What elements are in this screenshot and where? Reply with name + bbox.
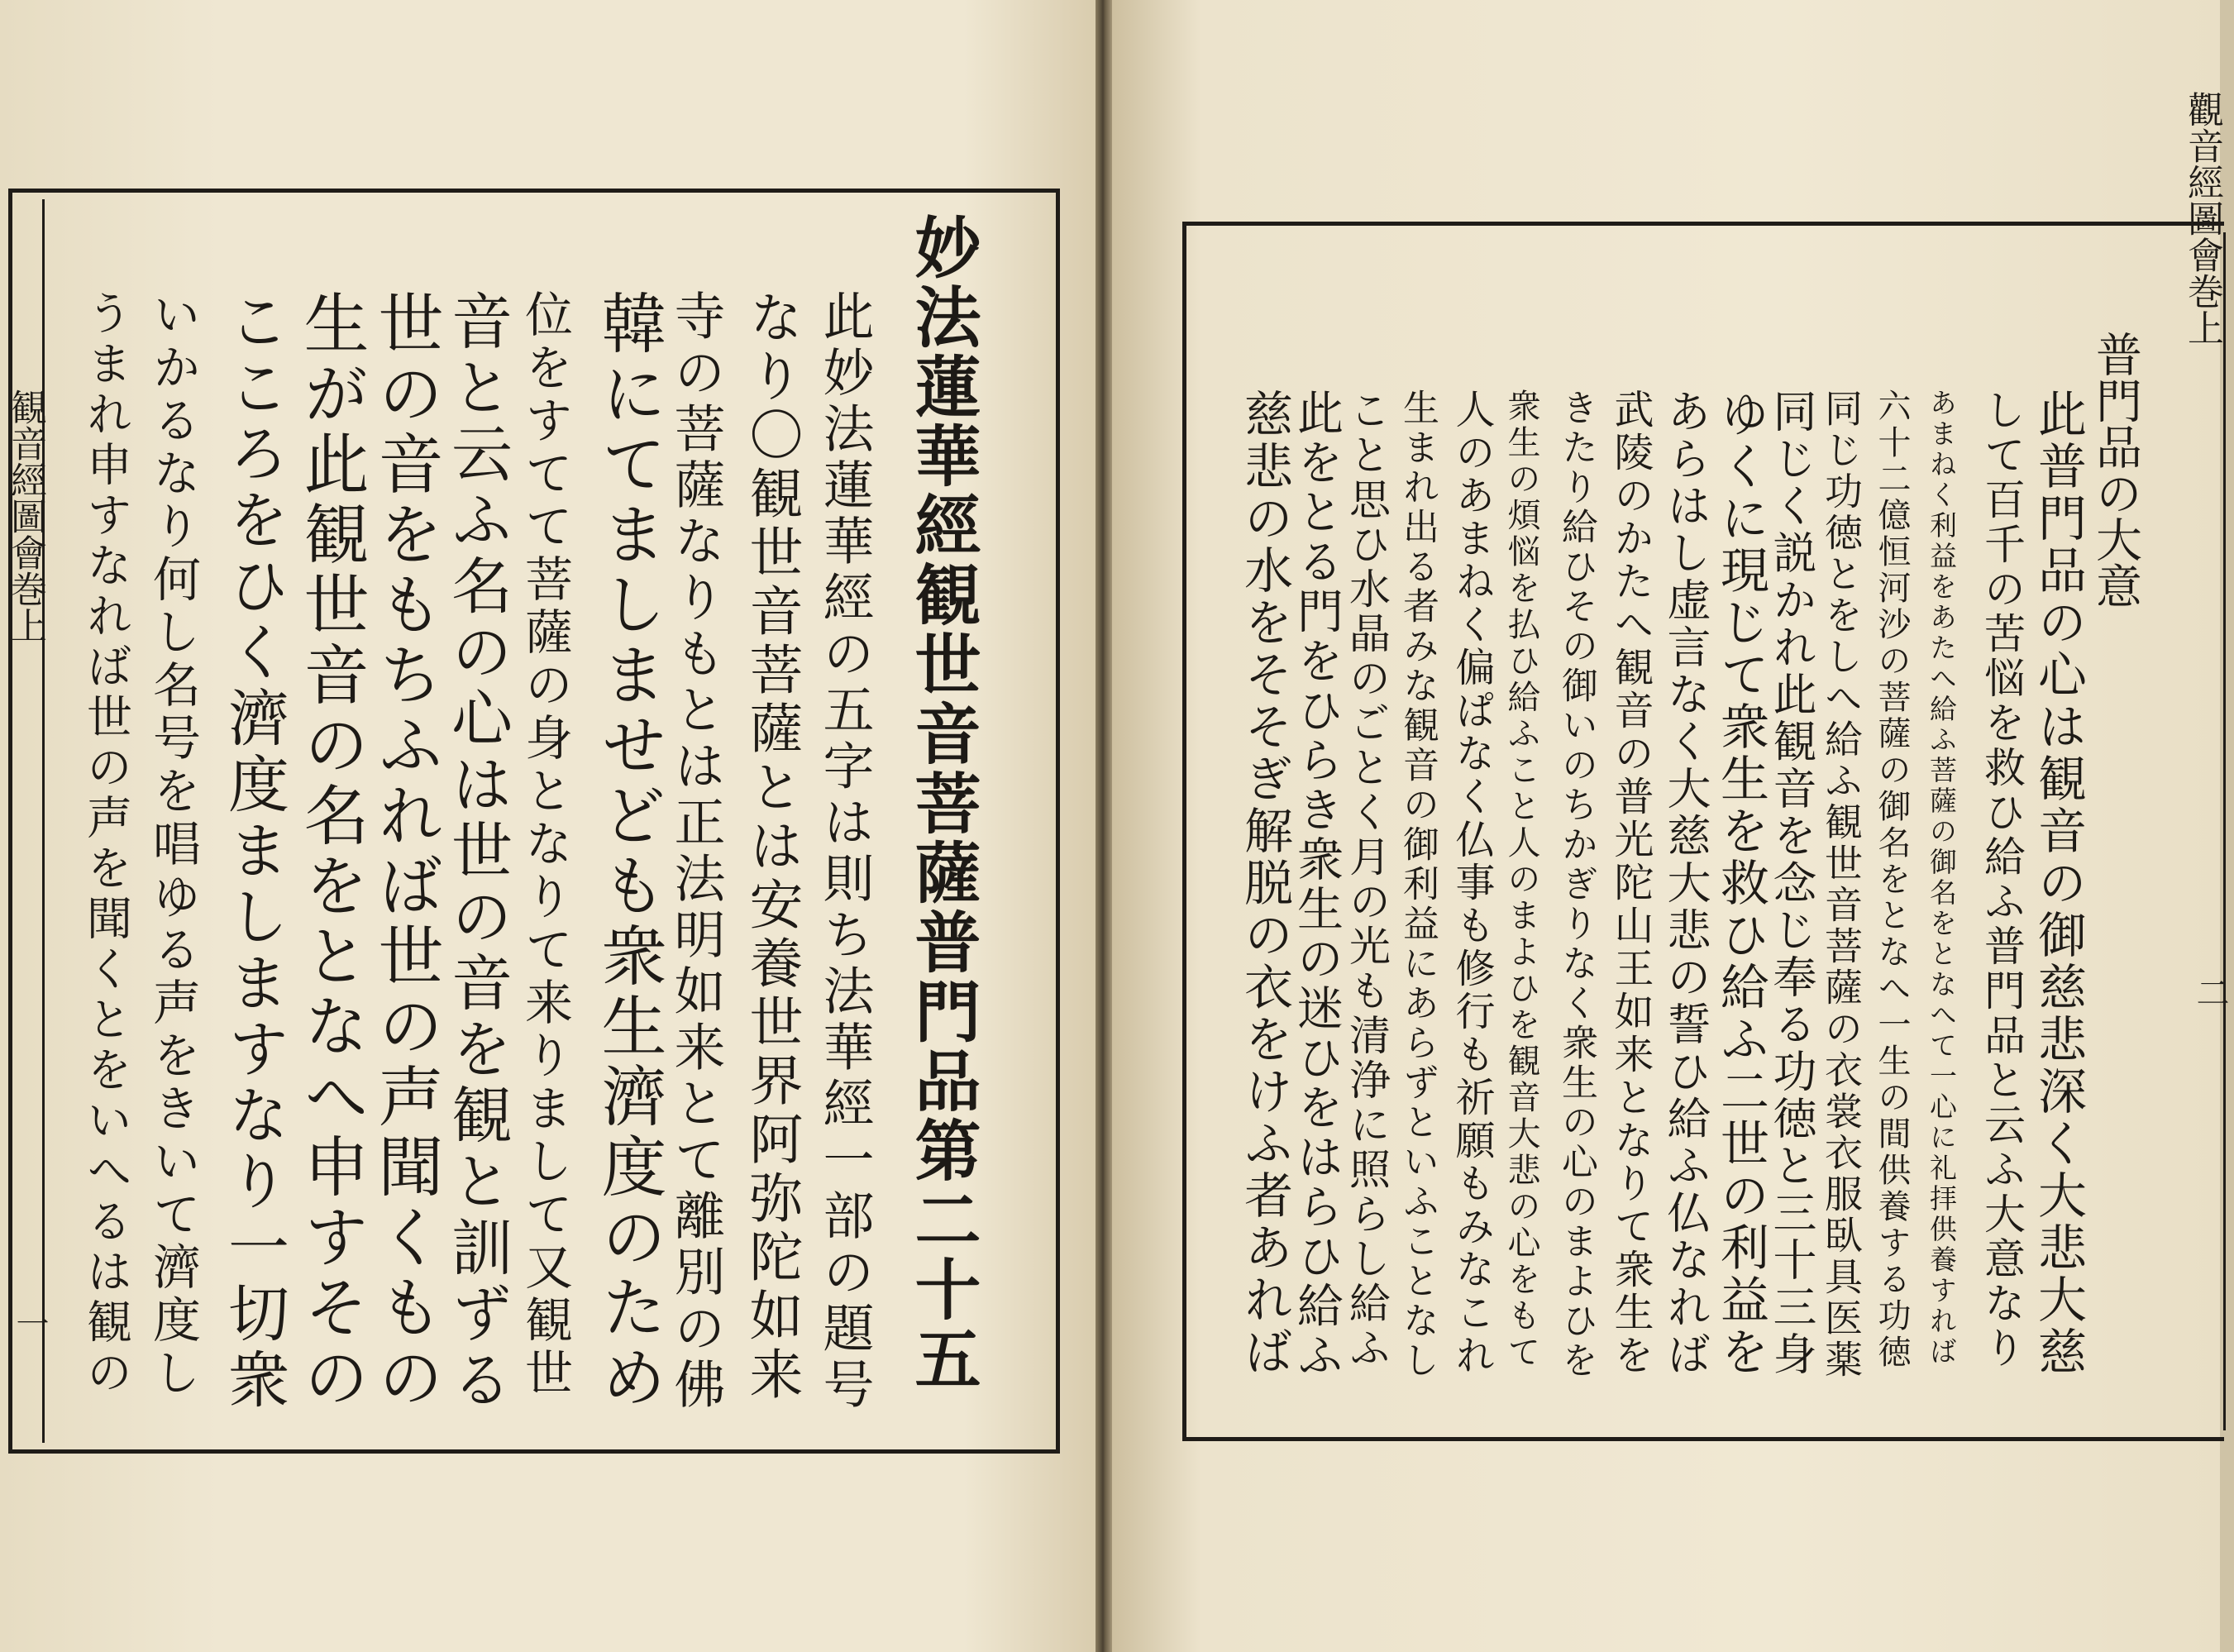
left-folio: 一 <box>11 1306 49 1339</box>
right-column-2: して百千の苦悩を救ひ給ふ普門品と云ふ大意なり <box>1978 389 2026 1371</box>
book-gutter <box>1096 0 1112 1652</box>
left-column-7: 世の音をもちふれば世の声聞くもの <box>367 289 443 1414</box>
right-column-11: 衆生の煩悩を払ひ給ふこと人のまよひを観音大悲の心をもて <box>1502 389 1540 1371</box>
left-column-4: 韓にてましませども衆生濟度のため <box>590 289 666 1414</box>
left-column-1: 此妙法蓮華經の五字は則ち法華經一部の題号 <box>814 289 875 1414</box>
left-column-5: 位をすてて菩薩の身となりて来りまして又観世 <box>517 289 573 1401</box>
left-column-3: 寺の菩薩なりもとは正法明如来とて離別の佛 <box>666 289 726 1414</box>
left-page <box>0 0 1096 1652</box>
left-column-8: 生が此観世音の名をとなへ申すその <box>293 289 369 1414</box>
left-column-11: うまれ申すなれば世の声を聞くとをいへるは観の <box>79 289 132 1399</box>
right-column-4: 六十二億恒河沙の菩薩の御名をとなへ一生の間供養する功徳 <box>1873 389 1911 1371</box>
left-column-2: なり〇観世音菩薩とは安養世界阿弥陀如来 <box>740 289 802 1405</box>
right-column-8: あらはし虚言なく大慈大悲の誓ひ給ふ仏なれば <box>1660 389 1711 1378</box>
left-column-10: いかるなり何し名号を唱ゆる声をきいて濟度し <box>145 289 201 1401</box>
right-column-9: 武陵のかたへ観音の普光陀山王如来となりて衆生を <box>1607 389 1654 1377</box>
right-column-5: 同じ功徳とをしへ給ふ観世音菩薩の衣裳衣服臥具医薬 <box>1819 389 1864 1381</box>
right-column-3: あまねく利益をあたへ給ふ菩薩の御名をとなへて一心に礼拝供養すれば <box>1926 389 1958 1368</box>
right-column-15: 此をとる門をひらき衆生の迷ひをはらひ給ふ <box>1290 389 1344 1381</box>
right-heading: 普門品の大意 <box>2088 331 2142 609</box>
right-column-12: 人のあまねく偏ぱなく仏事も修行も祈願もみなこれ <box>1449 389 1495 1377</box>
right-column-10: きたり給ひその御いのちかぎりなく衆生の心のまよひを <box>1555 389 1597 1381</box>
right-column-13: 生まれ出る者みな観音の御利益にあらずといふことなし <box>1396 389 1439 1381</box>
right-column-6: 同じく説かれ此観音を念じ奉る功徳と三十三身 <box>1766 389 1816 1378</box>
right-column-7: ゆくに現じて衆生を救ひ給ふ二世の利益を <box>1712 389 1769 1378</box>
sutra-title: 妙法蓮華經観世音菩薩普門品第二十五 <box>904 213 981 1394</box>
right-folio: 二 <box>2191 976 2229 1009</box>
left-margin-label: 観音經圖會巻上 <box>4 389 46 643</box>
right-column-14: こと思ひ水晶のごとく月の光も清浄に照らし給ふ <box>1343 389 1391 1371</box>
right-margin-label: 觀音經圖會巻上 <box>2181 91 2223 346</box>
left-column-6: 音と云ふ名の心は世の音を観と訓ずる <box>442 289 513 1414</box>
left-column-9: こころをひく濟度ましますなり一切衆 <box>218 289 289 1414</box>
right-column-16: 慈悲の水をそそぎ解脱の衣をけふ者あれば <box>1236 389 1293 1378</box>
right-column-1: 此普門品の心は観音の御慈悲深く大悲大慈 <box>2030 389 2087 1378</box>
